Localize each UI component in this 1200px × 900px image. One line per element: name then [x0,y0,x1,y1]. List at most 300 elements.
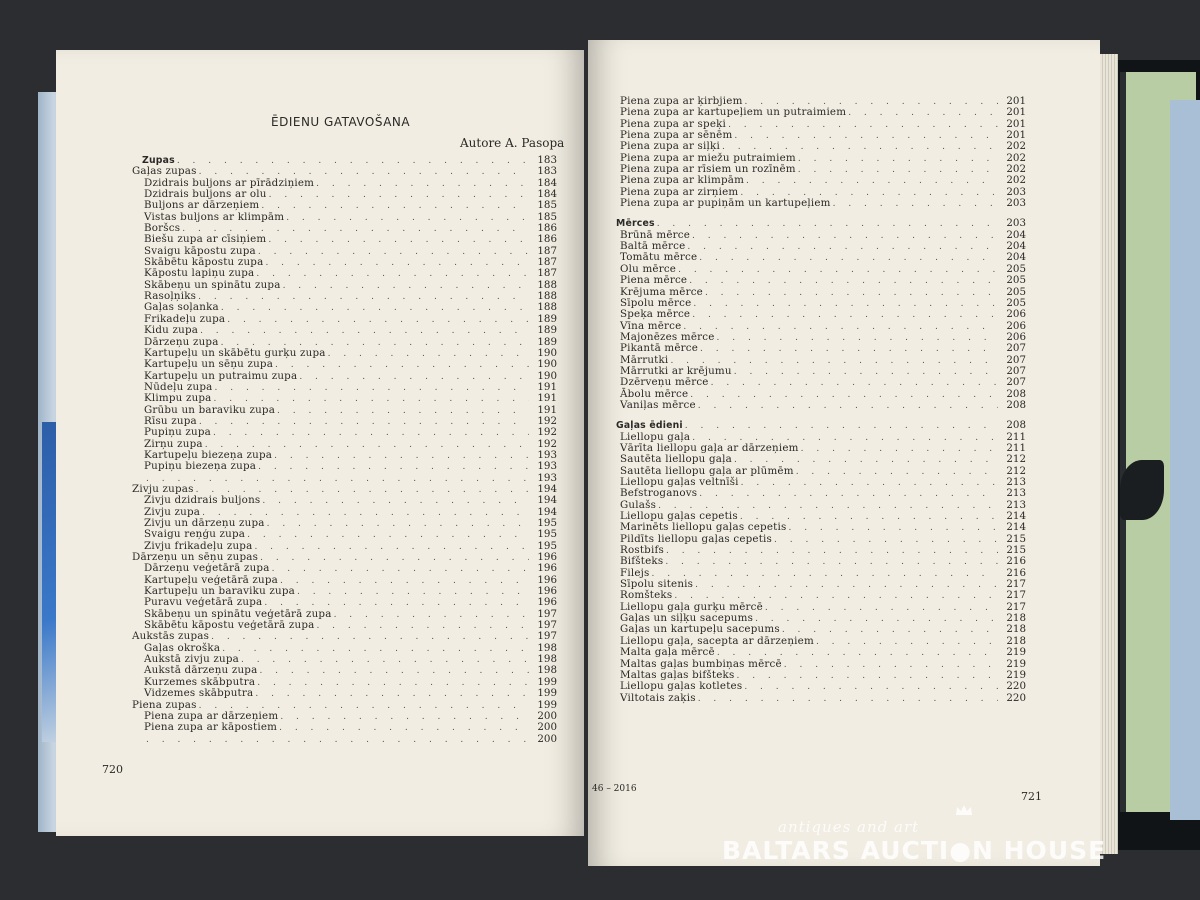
toc-entry-title: Vistas buljons ar klimpām [144,210,285,223]
toc-entry-row [616,252,1026,263]
toc-page-number: 189 [537,312,557,325]
toc-page-number: 205 [1006,262,1026,275]
toc-entry-title: Viltotais zaķis [620,691,696,704]
toc-page-number: 185 [537,199,557,212]
toc-entry-title: Gaļas zupas [132,165,197,178]
toc-page-number: 207 [1006,364,1026,377]
toc-entry-title: Gaļas soļanka [144,301,219,314]
dot-leader [665,557,998,568]
toc-page-number: 198 [537,653,557,666]
toc-entry-row [616,454,1026,465]
toc-page-number: 201 [1006,95,1026,107]
toc-page-number: 200 [537,732,557,745]
dot-leader [689,276,998,287]
toc-entry-title: Skābētu kāpostu veģetārā zupa [144,619,315,632]
dot-leader [736,671,998,682]
dot-leader [256,269,529,280]
toc-page-number: 183 [537,154,557,166]
toc-entry-title: Dārzeņu veģetārā zupa [144,562,270,575]
toc-page-number: 208 [1006,398,1026,411]
toc-entry-title: Biešu zupa ar cīsiņiem [144,233,267,246]
dot-leader [221,303,529,314]
toc-entry-title: Speķa mērce [620,308,691,321]
toc-page-number: 189 [537,335,557,348]
toc-page-number: 190 [537,358,557,371]
dot-leader [258,462,529,473]
dot-leader [279,723,529,734]
dot-leader [699,253,998,264]
toc-entry-title: Kartupeļu biezeņa zupa [144,448,273,461]
toc-page-number: 198 [537,664,557,677]
dot-leader [247,530,529,541]
toc-page-number: 206 [1006,308,1026,321]
dot-leader [262,496,529,507]
toc-entry-title: Piena zupa ar klimpām [620,174,745,187]
toc-page-number: 195 [537,539,557,552]
dot-leader [198,292,529,303]
dot-leader [700,344,998,355]
toc-page-number: 204 [1006,251,1026,264]
toc-entry-row [132,688,557,699]
toc-entry-row [616,377,1026,388]
toc-page-number: 205 [1006,296,1026,309]
toc-entry-title: Liellopu gaļa [620,430,691,443]
dot-leader [755,614,998,625]
toc-entry-title: Piena zupa ar miežu putraimiem [620,151,796,164]
toc-page-number: 194 [537,494,557,507]
toc-entry-title: Kartupeļu un skābētu gurķu zupa [144,346,326,359]
toc-page-number: 188 [537,290,557,303]
dot-leader [261,201,529,212]
toc-page-number: 202 [1006,140,1026,153]
toc-entry-title: Aukstā zivju zupa [144,653,239,666]
dot-leader [774,535,998,546]
toc-entry-title: Malta gaļa mērcē [620,646,715,659]
toc-entry-row [616,534,1026,545]
toc-page-number: 200 [537,709,557,722]
toc-page-number: 205 [1006,285,1026,298]
dot-leader [705,288,998,299]
toc-page-number: 190 [537,346,557,359]
dot-leader [211,632,529,643]
dot-leader [693,299,998,310]
dot-leader [683,322,998,333]
dot-leader [801,444,998,455]
toc-entry-title: Piena zupa ar sēnēm [620,129,733,142]
toc-entry-row [132,359,557,370]
toc-entry-row [132,722,557,733]
toc-entry-title: Piena zupa ar zirņiem [620,185,739,198]
toc-page-number: 218 [1006,623,1026,636]
toc-entry-title: Klimpu zupa [144,392,212,405]
dot-leader [200,326,529,337]
toc-page-number: 201 [1006,117,1026,130]
dot-leader [268,235,529,246]
toc-entry-title: Buljons ar dārzeņiem [144,199,260,212]
toc-page-number: 219 [1006,646,1026,659]
dot-leader [269,190,529,201]
toc-page-number: 185 [537,210,557,223]
toc-page-number: 197 [537,630,557,643]
dot-leader [254,542,529,553]
toc-page-number: 217 [1006,600,1026,613]
dot-leader [746,176,998,187]
toc-page-number: 206 [1006,330,1026,343]
toc-page-number: 220 [1006,680,1026,693]
toc-entry-title: Gaļas un siļķu sacepums [620,612,754,625]
toc-entry-row [616,647,1026,658]
dot-leader [177,156,529,167]
toc-entry-title: Kartupeļu un putraimu zupa [144,369,298,382]
toc-page-number: 211 [1006,430,1026,443]
toc-entry-title: Boršcs [144,222,181,235]
toc-entry-title: Liellopu gaļas cepetis [620,510,738,523]
dot-leader [146,735,529,746]
toc-entry-title: Zivju dzidrais buljons [144,494,261,507]
toc-entry-title: Mērces [616,218,655,230]
toc-entry-title: Kāpostu lapiņu zupa [144,267,255,280]
toc-page-number: 213 [1006,487,1026,500]
dot-leader [265,258,529,269]
toc-page-number: 203 [1006,185,1026,198]
toc-entry-title: Marinēts liellopu gaļas cepetis [620,521,787,534]
watermark-tagline: antiques and art [778,818,920,836]
toc-entry-title: Piena zupa ar kartupeļiem un putraimiem [620,106,847,119]
toc-page-number: 206 [1006,319,1026,332]
toc-page-number: 184 [537,188,557,201]
dot-leader [666,546,998,557]
toc-entry-title: Vidzemes skābputra [144,687,254,700]
toc-page-number: 202 [1006,174,1026,187]
toc-entry-title: Skābeņu un spinātu zupa [144,278,281,291]
toc-page-number: 198 [537,641,557,654]
toc-page-number: 203 [1006,217,1026,230]
toc-page-number: 213 [1006,498,1026,511]
toc-entry-row [616,556,1026,567]
dot-leader [274,451,529,462]
right-page [588,40,1100,866]
toc-entry-row [616,545,1026,556]
dot-leader [215,383,529,394]
toc-entry-row [616,309,1026,320]
toc-page-number: 201 [1006,129,1026,142]
toc-entry-title: Pupiņu zupa [144,426,211,439]
dot-leader [334,610,529,621]
toc-page-number: 215 [1006,544,1026,557]
toc-page-number: 194 [537,482,557,495]
toc-entry-title: Vaniļas mērce [620,398,696,411]
dot-leader [728,120,998,131]
toc-entry-title: Skābētu kāpostu zupa [144,256,264,269]
toc-entry-title: Piena zupa ar dārzeņiem [144,709,279,722]
toc-entry-title: Piena zupa ar pupiņām un kartupeļiem [620,197,831,210]
dot-leader [734,367,998,378]
toc-entry-title: Vīna mērce [620,319,682,332]
dot-leader [678,265,998,276]
toc-entry-title: Frikadeļu zupa [144,312,226,325]
toc-section-row [616,420,1026,431]
dot-leader [744,682,998,693]
toc-entry-title: Krējuma mērce [620,285,703,298]
dot-leader [199,417,529,428]
dot-leader [280,712,529,723]
toc-entry-title: Dzidrais buljons ar pīrādziņiem [144,176,315,189]
dot-leader [297,587,529,598]
toc-entry-title: Liellopu gaļas kotletes [620,680,743,693]
dot-leader [699,489,998,500]
toc-page-number: 191 [537,380,557,393]
toc-entry-row [616,343,1026,354]
crown-icon [955,804,973,816]
toc-entry-row [616,488,1026,499]
dot-leader [741,478,998,489]
toc-page-number: 196 [537,562,557,575]
dot-leader [275,360,529,371]
toc-entry-title: Rostbifs [620,544,664,557]
toc-entry-row [132,461,557,472]
toc-page-number: 214 [1006,521,1026,534]
toc-page-number: 212 [1006,464,1026,477]
toc-page-number: 195 [537,517,557,529]
toc-entry-row [132,529,557,540]
toc-page-number: 183 [537,165,557,178]
toc-page-number: 186 [537,222,557,235]
dot-leader [690,390,998,401]
toc-page-number: 216 [1006,566,1026,579]
toc-entry-title: Liellopu gaļas veltnīši [620,476,739,488]
toc-entry-title: Zivju un dārzeņu zupa [144,517,265,529]
toc-page-number: 217 [1006,578,1026,591]
toc-page-number: 205 [1006,274,1026,287]
dot-leader [277,406,529,417]
toc-entry-title: Baltā mērce [620,240,686,253]
dot-leader [717,333,998,344]
toc-page-number: 208 [1006,419,1026,432]
toc-page-number: 191 [537,392,557,405]
toc-entry-row [132,427,557,438]
toc-page-number: 192 [537,414,557,427]
toc-entry-row [616,275,1026,286]
toc-entry-title: Brūnā mērce [620,228,691,241]
toc-entry-title: Zivju frikadeļu zupa [144,539,253,552]
toc-entry-title: Rīsu zupa [144,414,197,427]
toc-page-number: 199 [537,675,557,688]
toc-entry-title: Liellopu gaļa gurķu mērcē [620,600,763,613]
dot-leader [652,569,998,580]
toc-entry-row [616,681,1026,692]
dot-leader [698,401,998,412]
toc-entry-title: Puravu veģetārā zupa [144,596,263,609]
toc-entry-title: Vārīta liellopu gaļa ar dārzeņiem [620,441,799,454]
section-heading: ĒDIENU GATAVOŠANA [271,115,411,129]
page-edges [1100,54,1118,854]
toc-page-number: 195 [537,528,557,541]
dot-leader [798,165,998,176]
toc-page-number: 202 [1006,151,1026,164]
toc-entry-title: Mārrutki [620,353,669,366]
toc-page-number: 192 [537,426,557,439]
toc-entry-title: Gaļas ēdieni [616,420,683,432]
toc-page-number: 191 [537,403,557,416]
toc-page-number: 211 [1006,441,1026,454]
dot-leader [280,576,529,587]
dot-leader [213,428,529,439]
dot-leader [257,678,529,689]
toc-page-number: 199 [537,698,557,711]
toc-entry-title: Kartupeļu un sēņu zupa [144,358,274,371]
watermark-logo: BALTARS AUCTI●N HOUSE [722,836,1107,865]
toc-entry-title: Piena zupa ar kāpostiem [144,721,278,734]
toc-entry-row [132,393,557,404]
toc-entry-title: Pupiņu biezeņa zupa [144,460,257,473]
dot-leader [259,666,529,677]
toc-entry-row [132,212,557,223]
toc-entry-title: Maltas gaļas bumbiņas mērcē [620,657,782,670]
toc-entry-row [132,325,557,336]
toc-page-number: 187 [537,256,557,269]
toc-entry-row [616,198,1026,209]
toc-page-number: 207 [1006,376,1026,389]
toc-entry-title: Sautēta liellopu gaļa [620,453,732,466]
dot-leader [657,219,998,230]
toc-page-number: 203 [1006,197,1026,210]
toc-page-number: 194 [537,505,557,518]
toc-entry-title: Pildīts liellopu gaļas cepetis [620,532,773,545]
toc-page-number: 197 [537,619,557,632]
toc-entry-title: Aukstā dārzeņu zupa [144,664,258,677]
toc-page-number: 208 [1006,387,1026,400]
dot-leader [692,231,998,242]
toc-entry-title: Zirņu zupa [144,437,203,450]
toc-entry-row [132,166,557,177]
toc-entry-title: Liellopu gaļa, sacepta ar dārzeņiem [620,634,814,647]
toc-entry-title: Piena zupa ar rīsiem un rozīnēm [620,163,796,176]
toc-page-number: 193 [537,460,557,473]
toc-column-right [616,96,1026,704]
toc-entry-title: Zivju zupa [144,505,201,518]
toc-page-number: 200 [537,721,557,734]
toc-page-number: 212 [1006,453,1026,466]
toc-entry-title: Ābolu mērce [620,387,689,400]
dot-leader [698,694,998,705]
toc-page-number: 216 [1006,555,1026,568]
toc-entry-title: Sautēta liellopu gaļa ar plūmēm [620,464,794,477]
toc-entry-row [132,495,557,506]
toc-entry-title: Svaigu reņģu zupa [144,528,246,541]
toc-page-number: 199 [537,687,557,700]
dot-leader [798,154,998,165]
toc-entry-title: Filejs [620,566,650,579]
toc-column-left [132,155,557,745]
toc-entry-title: Gulašs [620,498,657,511]
dot-leader [255,689,529,700]
toc-page-number: 186 [537,233,557,246]
toc-entry-row [616,693,1026,704]
dot-leader [283,281,529,292]
toc-page-number: 207 [1006,353,1026,366]
toc-entry-title: Gaļas un kartupeļu sacepums [620,623,780,636]
toc-entry-title: Maltas gaļas bifšteks [620,668,735,681]
toc-entry-title: Sīpolu sitenis [620,578,694,591]
dot-leader [316,179,529,190]
toc-entry-title: Piena zupa ar siļķi [620,140,720,153]
toc-entry-row [132,734,557,745]
toc-page-number: 196 [537,573,557,586]
dot-leader [692,310,998,321]
toc-entry-title: Sīpolu mērce [620,296,692,309]
author-line: Autore A. Pasopa [460,136,565,150]
toc-page-number: 218 [1006,634,1026,647]
dot-leader [765,603,998,614]
toc-entry-title: Befstroganovs [620,487,698,500]
toc-page-number: 214 [1006,510,1026,523]
toc-entry-title: Mārrutki ar krējumu [620,364,732,377]
toc-entry-row [616,400,1026,411]
dot-leader [299,372,529,383]
toc-entry-title: Nūdeļu zupa [144,380,213,393]
toc-page-number: 187 [537,244,557,257]
toc-entry-title: Zupas [142,155,175,166]
toc-page-number: 220 [1006,691,1026,704]
printer-signature: 46 – 2016 [592,784,637,794]
toc-entry-title: Piena zupas [132,698,197,711]
dot-leader [788,523,998,534]
dot-leader [267,519,529,530]
toc-entry-title: Kartupeļu veģetārā zupa [144,573,278,586]
toc-page-number: 219 [1006,668,1026,681]
dot-leader [685,421,998,432]
dot-leader [784,660,998,671]
toc-entry-title: Piena zupa ar ķirbjiem [620,95,743,107]
toc-entry-title: Rasoļņiks [144,290,197,303]
toc-page-number: 197 [537,607,557,620]
toc-entry-row [616,107,1026,118]
toc-entry-row [616,579,1026,590]
dot-leader [227,315,529,326]
dot-leader [816,637,998,648]
dot-leader [222,644,529,655]
left-page [56,50,584,836]
toc-entry-title: Kidu zupa [144,324,199,337]
toc-page-number: 187 [537,267,557,280]
toc-entry-title: Kurzemes skābputra [144,675,256,688]
book-cover-paper [1170,100,1200,820]
page-number: 720 [102,763,123,776]
dot-leader [687,242,998,253]
dot-leader [241,655,529,666]
toc-entry-title: Piena zupa ar speķi [620,117,727,130]
toc-entry-title: Piena mērce [620,274,688,287]
toc-entry-title: Dārzeņu zupa [144,335,219,348]
dot-leader [734,131,998,142]
toc-entry-title: Bifšteks [620,555,664,568]
toc-page-number: 218 [1006,612,1026,625]
toc-page-number: 196 [537,585,557,598]
dot-leader [286,213,529,224]
toc-entry-title: Majonēzes mērce [620,330,715,343]
toc-entry-title: Pikantā mērce [620,342,699,355]
toc-entry-title: Aukstās zupas [132,630,210,643]
dot-leader [695,580,998,591]
toc-page-number: 196 [537,551,557,564]
toc-entry-title: Skābeņu un spinātu veģetārā zupa [144,607,332,620]
toc-page-number: 202 [1006,163,1026,176]
dot-leader [328,349,529,360]
toc-page-number: 213 [1006,476,1026,488]
dot-leader [796,467,998,478]
toc-entry-title: Olu mērce [620,262,677,275]
page-number: 721 [1021,790,1042,803]
